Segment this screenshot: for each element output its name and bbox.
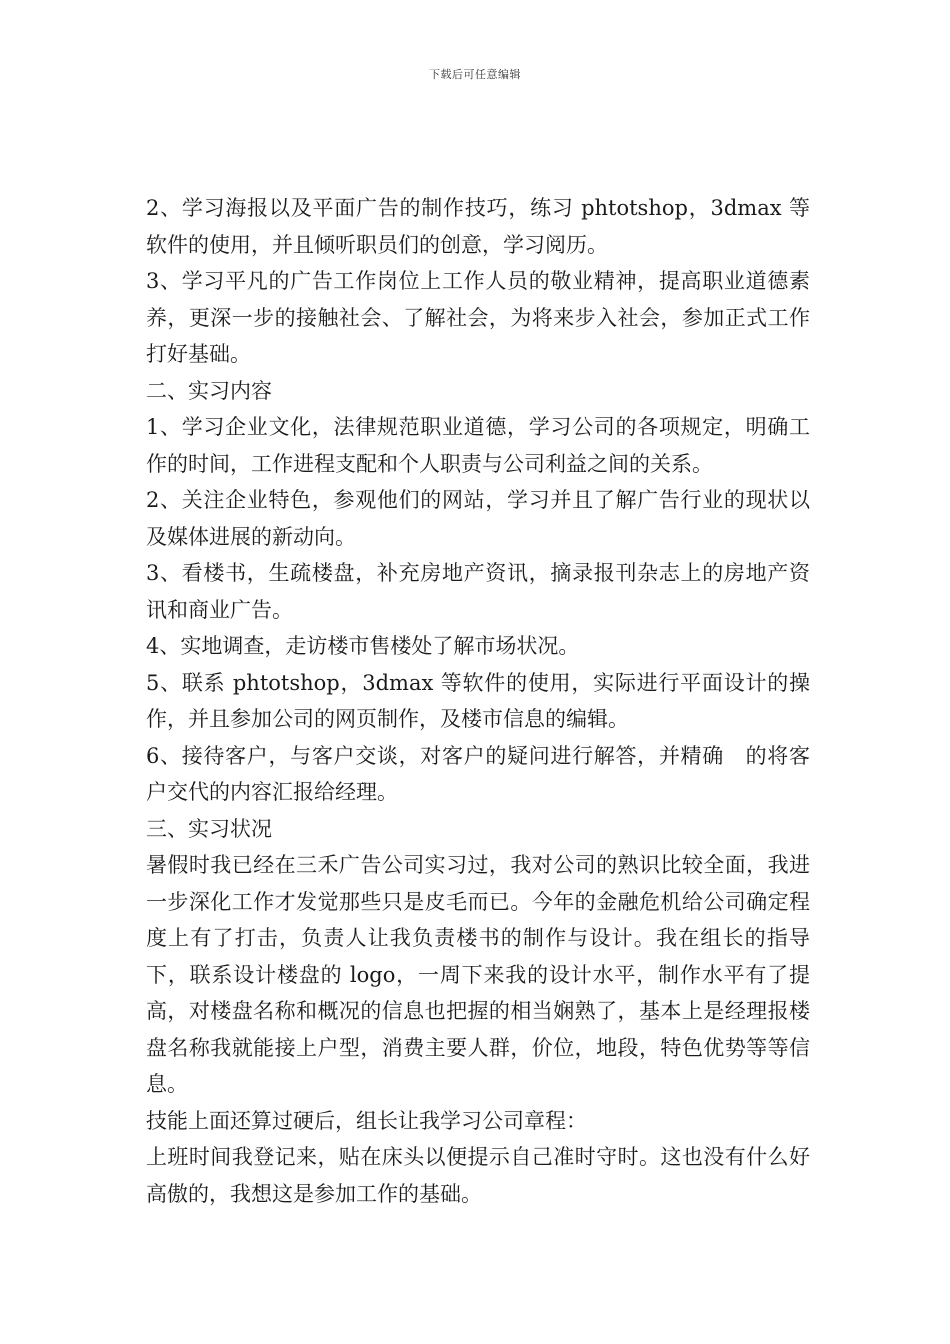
paragraph-schedule: 上班时间我登记来，贴在床头以便提示自己准时守时。这也没有什么好高傲的，我想这是参加工作的基础。	[146, 1145, 810, 1206]
paragraph-skills: 技能上面还算过硬后，组长让我学习公司章程：	[146, 1108, 587, 1133]
paragraph-content-2: 2、关注企业特色，参观他们的网站，学习并且了解广告行业的现状以及媒体进展的新动向。	[146, 488, 810, 549]
paragraph-status-body: 暑假时我已经在三禾广告公司实习过，我对公司的熟识比较全面，我进一步深化工作才发觉那些只是皮毛而已。今年的金融危机给公司确定程度上有了打击，负责人让我负责楼书的制作与设计。我在组长的指导下，联系设计楼盘的 logo，一周下来我的设计水平，制作水平有了提高，对楼盘名称和概况的信息也把握的相当娴熟了，基本上是经理报楼盘名称我就能接上户型，消费主要人群，价位，地段，特色优势等等信息。	[146, 853, 810, 1096]
paragraph-goal-3: 3、学习平凡的广告工作岗位上工作人员的敬业精神，提高职业道德素养，更深一步的接触社会、了解社会，为将来步入社会，参加正式工作打好基础。	[146, 269, 810, 366]
paragraph-content-6: 6、接待客户，与客户交谈，对客户的疑问进行解答，并精确 的将客户交代的内容汇报给经理。	[146, 743, 810, 804]
paragraph-goal-2: 2、学习海报以及平面广告的制作技巧，练习 phtotshop，3dmax 等软件的使用，并且倾听职员们的创意，学习阅历。	[146, 196, 810, 257]
page-header: 下载后可任意编辑	[429, 68, 521, 81]
section-heading-status: 三、实习状况	[146, 816, 272, 841]
paragraph-content-4: 4、实地调查，走访楼市售楼处了解市场状况。	[146, 634, 580, 658]
paragraph-content-1: 1、学习企业文化，法律规范职业道德，学习公司的各项规定，明确工作的时间，工作进程支配和个人职责与公司利益之间的关系。	[146, 415, 810, 476]
paragraph-content-3: 3、看楼书，生疏楼盘，补充房地产资讯，摘录报刊杂志上的房地产资讯和商业广告。	[146, 561, 810, 622]
section-heading-content: 二、实习内容	[146, 378, 272, 403]
document-body	[146, 190, 810, 1212]
paragraph-content-5: 5、联系 phtotshop，3dmax 等软件的使用，实际进行平面设计的操作，并且参加公司的网页制作，及楼市信息的编辑。	[146, 670, 810, 731]
